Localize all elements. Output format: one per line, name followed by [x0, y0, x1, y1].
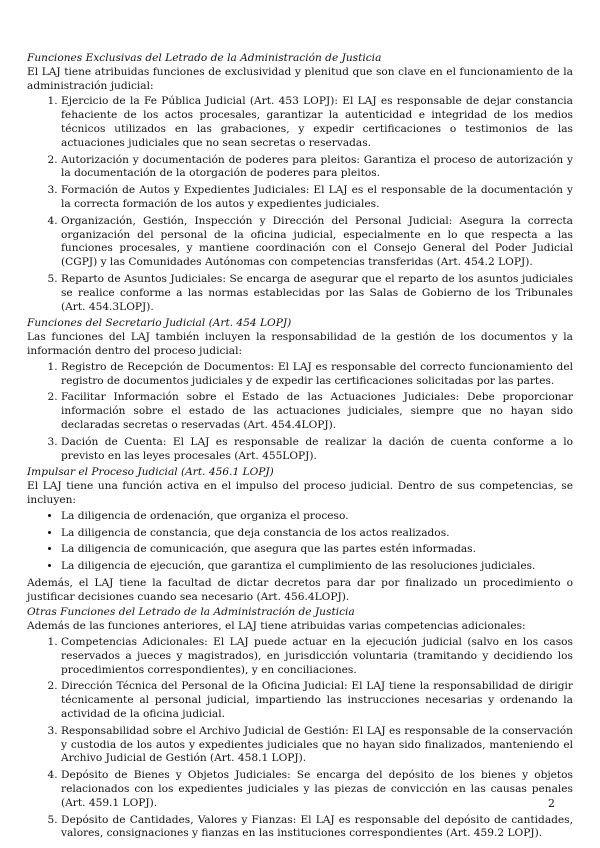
list-item: • La diligencia de constancia, que deja constancia de los actos realizados. [61, 527, 573, 541]
section-heading: Funciones del Secretario Judicial (Art. 454 LOPJ) [27, 317, 292, 330]
page-number: 2 [548, 797, 555, 810]
section-intro: El LAJ tiene atribuidas funciones de exclusividad y plenitud que son clave en el funcionamiento de la administración judicial: [27, 65, 573, 92]
numbered-list [27, 636, 573, 841]
list-item: • La diligencia de ejecución, que garantiza el cumplimiento de las resoluciones judiciales. [61, 560, 573, 574]
list-item: 5. Depósito de Cantidades, Valores y Fianzas: El LAJ es responsable del depósito de cantidades, valores, consignaciones y fianzas en las instituciones correspondientes (Art. 459.2 LOPJ). [61, 814, 573, 842]
list-item: 3. Formación de Autos y Expedientes Judiciales: El LAJ es el responsable de la documentación y la correcta formación de los autos y expedientes judiciales. [61, 184, 573, 212]
section-judicial-process [27, 466, 573, 604]
list-item: 3. Responsabilidad sobre el Archivo Judicial de Gestión: El LAJ es responsable de la conservación y custodia de los autos y expedientes judiciales que no hayan sido finalizados, manteniendo el Archivo Judicial de Gestión (Art. 458.1 LOPJ). [61, 725, 573, 766]
list-item: 1. Ejercicio de la Fe Pública Judicial (Art. 453 LOPJ): El LAJ es responsable de dejar constancia fehaciente de los actos procesales, garantizar la autenticidad e integridad de los medios técnicos utilizados en las grabaciones, y expedir certificaciones o testimonios de las actuaciones judiciales que no sean secretas o reservadas. [61, 95, 573, 150]
section-exclusive-functions [27, 52, 573, 314]
list-item: 1. Registro de Recepción de Documentos: El LAJ es responsable del correcto funcionamiento del registro de documentos judiciales y de expedir las certificaciones solicitadas por las partes. [61, 361, 573, 389]
list-item: 2. Facilitar Información sobre el Estado de las Actuaciones Judiciales: Debe proporcionar información sobre el estado de las actuaciones judiciales, siempre que no hayan sido declaradas secretas o reservadas (Art. 454.4LOPJ). [61, 391, 573, 432]
list-item: • La diligencia de comunicación, que asegura que las partes estén informadas. [61, 543, 573, 557]
section-intro: El LAJ tiene una función activa en el impulso del proceso judicial. Dentro de sus competencias, se incluyen: [27, 480, 573, 506]
bullet-list [27, 510, 573, 574]
section-heading: Funciones Exclusivas del Letrado de la Administración de Justicia [27, 52, 382, 64]
section-heading: Impulsar el Proceso Judicial (Art. 456.1 LOPJ) [27, 466, 274, 479]
section-heading: Otras Funciones del Letrado de la Administración de Justicia [27, 606, 355, 619]
section-secretary-functions [27, 317, 573, 463]
list-item: 2. Autorización y documentación de poderes para pleitos: Garantiza el proceso de autorización y la documentación de la otorgación de poderes para pleitos. [61, 154, 573, 182]
list-item: 4. Organización, Gestión, Inspección y Dirección del Personal Judicial: Asegura la correcta organización del personal de la oficina judicial, especialmente en lo que respecta a las funciones procesales, y mantiene coordinación con el Consejo General del Poder Judicial (CGPJ) y las Comunidades Autónomas con competencias transferidas (Art. 454.2 LOPJ). [61, 215, 573, 270]
list-item: 4. Depósito de Bienes y Objetos Judiciales: Se encarga del depósito de los bienes y objetos relacionados con los expedientes judiciales y las piezas de convicción en las causas penales (Art. 459.1 LOPJ). [61, 769, 573, 810]
list-item: 3. Dación de Cuenta: El LAJ es responsable de realizar la dación de cuenta conforme a lo previsto en las leyes procesales (Art. 455LOPJ). [61, 436, 573, 464]
numbered-list [27, 95, 573, 314]
list-item: • La diligencia de ordenación, que organiza el proceso. [61, 510, 573, 524]
section-outro: Además, el LAJ tiene la facultad de dictar decretos para dar por finalizado un procedimiento o justificar decisiones cuando sea necesario (Art. 456.4LOPJ). [27, 576, 573, 603]
section-intro: Además de las funciones anteriores, el LAJ tiene atribuidas varias competencias adicionales: [27, 620, 526, 633]
list-item: 2. Dirección Técnica del Personal de la Oficina Judicial: El LAJ tiene la responsabilidad de dirigir técnicamente al personal judicial, impartiendo las instrucciones necesarias y ordenando la actividad de la oficina judicial. [61, 680, 573, 721]
list-item: 1. Competencias Adicionales: El LAJ puede actuar en la ejecución judicial (salvo en los casos reservados a jueces y magistrados), en jurisdicción voluntaria (tramitando y decidiendo los procedimientos correspondientes), y en conciliaciones. [61, 636, 573, 677]
section-other-functions [27, 606, 573, 841]
document-page [27, 52, 573, 844]
numbered-list [27, 361, 573, 464]
list-item: 5. Reparto de Asuntos Judiciales: Se encarga de asegurar que el reparto de los asuntos judiciales se realice conforme a las normas establecidas por las Salas de Gobierno de los Tribunales (Art. 454.3LOPJ). [61, 273, 573, 314]
section-intro: Las funciones del LAJ también incluyen la responsabilidad de la gestión de los documentos y la información dentro del proceso judicial: [27, 331, 573, 357]
